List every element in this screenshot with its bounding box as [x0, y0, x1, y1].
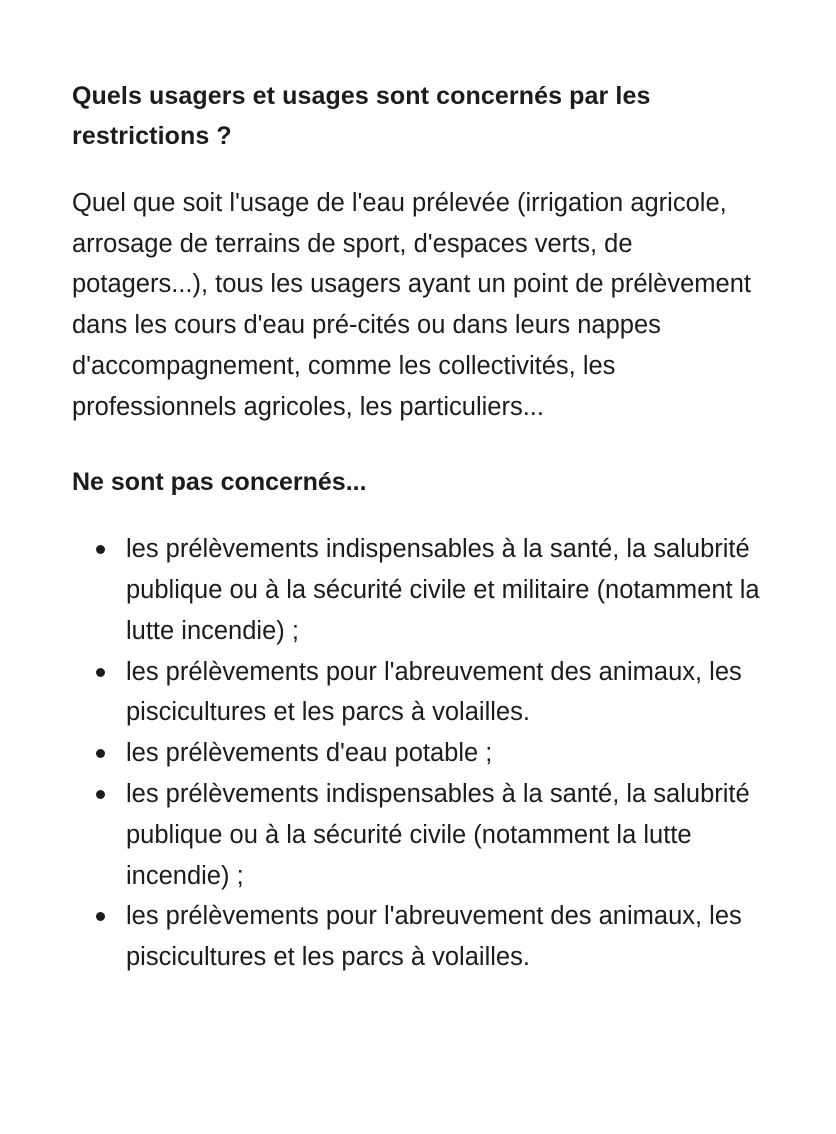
- exemptions-heading: Ne sont pas concernés...: [72, 468, 367, 497]
- exemptions-list: [72, 529, 764, 978]
- bullet-icon: [96, 912, 105, 921]
- list-item-text: les prélèvements indispensables à la santé, la salubrité publique ou à la sécurité civile (notamment la lutte incendie) ;: [126, 780, 750, 890]
- bullet-icon: [96, 749, 105, 758]
- list-item: [72, 774, 764, 896]
- bullet-icon: [96, 545, 105, 554]
- list-item: [72, 652, 764, 734]
- bullet-icon: [96, 790, 105, 799]
- list-item-text: les prélèvements d'eau potable ;: [126, 739, 493, 768]
- list-item: [72, 896, 764, 978]
- bullet-icon: [96, 668, 105, 677]
- list-item-text: les prélèvements pour l'abreuvement des animaux, les piscicultures et les parcs à volailles.: [126, 902, 742, 972]
- section-heading: Quels usagers et usages sont concernés par les restrictions ?: [72, 82, 651, 150]
- body-paragraph: Quel que soit l'usage de l'eau prélevée (irrigation agricole, arrosage de terrains de sport, d'espaces verts, de potagers...), tous les usagers ayant un point de prélèvement dans les cours d'eau pré-cités ou dans leurs nappes d'accompagnement, comme les collectivités, les professionnels agricoles, les particuliers...: [72, 189, 751, 421]
- list-item-text: les prélèvements indispensables à la santé, la salubrité publique ou à la sécurité civile et militaire (notamment la lutte incendie) ;: [126, 535, 760, 645]
- list-item: [72, 529, 764, 651]
- list-item-text: les prélèvements pour l'abreuvement des animaux, les piscicultures et les parcs à volailles.: [126, 657, 742, 727]
- list-item: [72, 733, 764, 774]
